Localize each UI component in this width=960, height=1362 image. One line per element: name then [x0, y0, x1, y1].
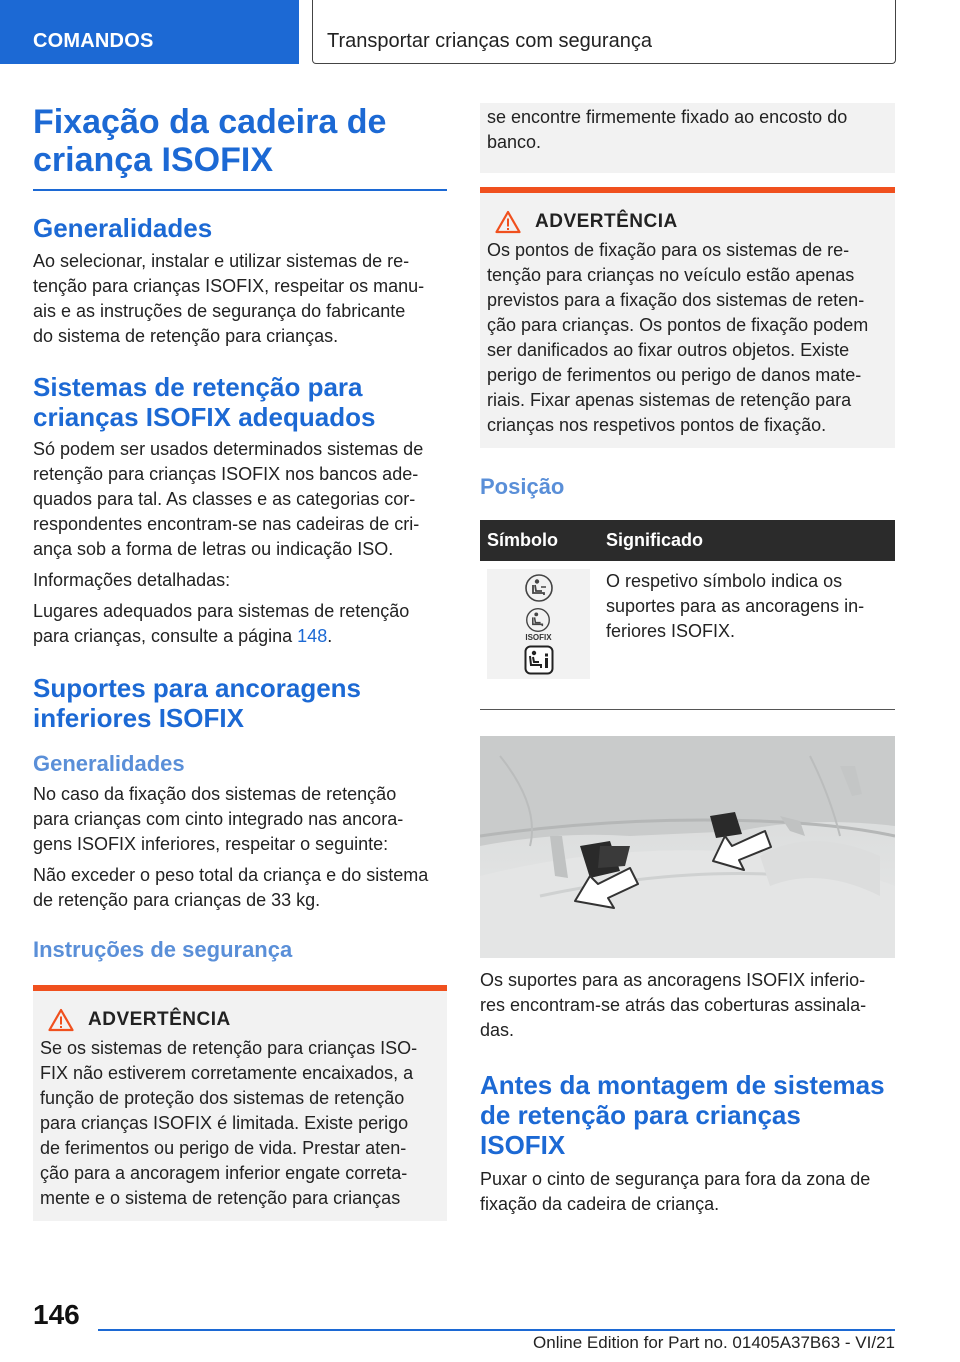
- right-column: [480, 103, 895, 1217]
- left-column: [33, 103, 447, 1221]
- warning-box-1: [33, 985, 447, 1221]
- lugares-paragraph: Lugares adequados para sistemas de retenção para crianças, consulte a página 148.: [33, 601, 410, 646]
- info-label: Informações detalhadas:: [33, 570, 231, 590]
- peso-paragraph: Não exceder o peso total da criança e do sistema de retenção para crianças de 33 kg.: [33, 865, 429, 910]
- page-number: 146: [33, 1299, 80, 1330]
- isofix-child-seat-icon: ISOFIX: [525, 607, 551, 642]
- page-title: Fixação da cadeira de criança ISOFIX: [33, 103, 387, 179]
- warning-box-2: [480, 187, 895, 448]
- instrucoes-heading: Instruções de segurança: [33, 937, 293, 962]
- child-seat-icon: [524, 573, 554, 603]
- antes-paragraph: Puxar o cinto de segurança para fora da zona de fixação da cadeira de criança.: [480, 1169, 871, 1214]
- isofix-info-icon: [524, 645, 554, 675]
- isofix-seat-photo: [480, 736, 895, 958]
- warning-text: Se os sistemas de retenção para crianças ISO- FIX não estiverem corretamente encaixados, a função de proteção dos sistemas de retenção para crianças ISOFIX é limitada. Existe perigo de ferimentos ou perigo de vida. Prestar aten- ção para a ancoragem inferior engate correta- mente e o sistema de retenção para crianças: [40, 1038, 418, 1208]
- warning-title: ADVERTÊNCIA: [487, 210, 888, 234]
- page-link-148[interactable]: 148: [297, 626, 328, 646]
- generalidades2-paragraph: No caso da fixação dos sistemas de retenção para crianças com cinto integrado nas ancora- gens ISOFIX inferiores, respeitar o seguinte:: [33, 784, 404, 854]
- header-chapter-tab: Transportar crianças com segurança: [312, 0, 896, 64]
- title-rule: [33, 189, 447, 191]
- table-row: [480, 561, 895, 687]
- generalidades2-heading: Generalidades: [33, 751, 185, 776]
- posicao-heading: Posição: [480, 474, 565, 499]
- warning-triangle-icon: [495, 210, 521, 234]
- footer-rule: [98, 1329, 895, 1331]
- symbol-meaning: O respetivo símbolo indica os suportes para as ancoragens in- feriores ISOFIX.: [606, 571, 865, 641]
- symbol-table: [480, 520, 895, 687]
- photo-caption: Os suportes para as ancoragens ISOFIX inferio- res encontram-se atrás das coberturas assinala- das.: [480, 970, 867, 1040]
- suportes-heading: Suportes para ancoragens inferiores ISOFIX: [33, 673, 361, 733]
- sistemas-heading: Sistemas de retenção para crianças ISOFIX adequados: [33, 372, 376, 432]
- warning-continuation-box: se encontre firmemente fixado ao encosto do banco.: [480, 103, 895, 173]
- antes-heading: Antes da montagem de sistemas de retenção para crianças ISOFIX: [480, 1070, 885, 1160]
- footer-edition: Online Edition for Part no. 01405A37B63 - VI/21: [533, 1333, 895, 1352]
- warning-triangle-icon: [48, 1008, 74, 1032]
- sistemas-paragraph: Só podem ser usados determinados sistemas de retenção para crianças ISOFIX nos bancos ade- quados para tal. As classes e as categorias cor- respondentes encontram-se nas cadeiras de cri- ança sob a forma de letras ou indicação ISO.: [33, 439, 424, 559]
- table-header-meaning: Significado: [597, 520, 895, 561]
- warning-text: Os pontos de fixação para os sistemas de re- tenção para crianças no veículo estão apenas previstos para a fixação dos sistemas de reten- ção para crianças. Os pontos de fixação podem ser danificados ao fixar outros objetos. Existe perigo de ferimentos ou perigo de danos mate- riais. Fixar apenas sistemas de retenção para crianças nos respetivos pontos de fixação.: [487, 240, 869, 435]
- generalidades-paragraph: Ao selecionar, instalar e utilizar sistemas de re- tenção para crianças ISOFIX, respeitar os manu- ais e as instruções de segurança do fabricante do sistema de retenção para crianças.: [33, 251, 425, 346]
- generalidades-heading: Generalidades: [33, 213, 213, 243]
- isofix-symbols: [487, 569, 590, 679]
- table-header-symbol: Símbolo: [480, 520, 597, 561]
- warning-title: ADVERTÊNCIA: [40, 1008, 440, 1032]
- header-section-tab: COMANDOS: [0, 0, 299, 64]
- child-seat-small-icon: [525, 607, 551, 633]
- table-bottom-rule: [480, 709, 895, 710]
